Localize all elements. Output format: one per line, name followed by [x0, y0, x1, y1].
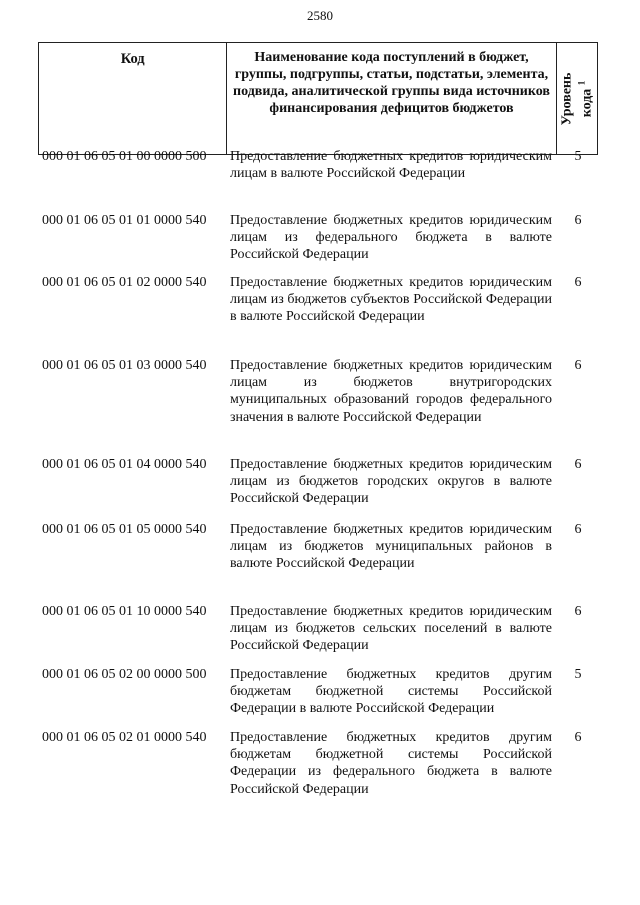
row-name: Предоставление бюджетных кредитов юридическим лицам из бюджетов внутригородских муниципальных образований городов федерального значения в валюте Российской Федерации — [230, 358, 552, 425]
row-code: 000 01 06 05 02 01 0000 540 — [42, 730, 207, 745]
row-name: Предоставление бюджетных кредитов юридическим лицам в валюте Российской Федерации — [230, 149, 552, 182]
row-level: 6 — [574, 730, 582, 745]
row-level: 6 — [574, 213, 582, 228]
row-name: Предоставление бюджетных кредитов юридическим лицам из бюджетов муниципальных районов в валюте Российской Федерации — [230, 522, 552, 572]
row-level: 6 — [574, 522, 582, 537]
row-name: Предоставление бюджетных кредитов другим бюджетам бюджетной системы Российской Федерации в валюте Российской Федерации — [230, 667, 552, 717]
row-name: Предоставление бюджетных кредитов другим бюджетам бюджетной системы Российской Федерации из федерального бюджета в валюте Российской Федерации — [230, 730, 552, 797]
row-code: 000 01 06 05 01 03 0000 540 — [42, 358, 207, 373]
row-code: 000 01 06 05 01 04 0000 540 — [42, 457, 207, 472]
row-name: Предоставление бюджетных кредитов юридическим лицам из бюджетов субъектов Российской Федерации в валюте Российской Федерации — [230, 275, 552, 325]
table-header — [38, 42, 598, 155]
table-body — [42, 148, 602, 801]
header-level-line1: Уровень — [559, 72, 575, 125]
header-level-sup: 1 — [576, 80, 587, 85]
row-level: 5 — [574, 149, 582, 164]
row-code: 000 01 06 05 01 10 0000 540 — [42, 604, 207, 619]
table-row — [42, 456, 602, 521]
table-row — [42, 603, 602, 666]
row-code: 000 01 06 05 01 01 0000 540 — [42, 213, 207, 228]
row-code: 000 01 06 05 01 00 0000 500 — [42, 149, 207, 164]
table-row — [42, 666, 602, 729]
header-level — [556, 43, 597, 155]
row-code: 000 01 06 05 02 00 0000 500 — [42, 667, 207, 682]
table-row — [42, 212, 602, 274]
row-name: Предоставление бюджетных кредитов юридическим лицам из бюджетов городских округов в валюте Российской Федерации — [230, 457, 552, 507]
row-name: Предоставление бюджетных кредитов юридическим лицам из бюджетов сельских поселений в валюте Российской Федерации — [230, 604, 552, 654]
row-code: 000 01 06 05 01 05 0000 540 — [42, 522, 207, 537]
header-level-line2: кода — [579, 88, 595, 117]
row-level: 5 — [574, 667, 582, 682]
row-level: 6 — [574, 604, 582, 619]
row-code: 000 01 06 05 01 02 0000 540 — [42, 275, 207, 290]
row-name: Предоставление бюджетных кредитов юридическим лицам из федерального бюджета в валюте Российской Федерации — [230, 213, 552, 263]
table-row — [42, 357, 602, 456]
table-row — [42, 521, 602, 603]
page-number: 2580 — [307, 8, 333, 23]
header-code: Код — [39, 43, 227, 155]
table-row — [42, 274, 602, 357]
table-row — [42, 729, 602, 801]
row-level: 6 — [574, 275, 582, 290]
header-name: Наименование кода поступлений в бюджет, группы, подгруппы, статьи, подстатьи, элемента, подвида, аналитической группы вида источников финансирования дефицитов бюджетов — [227, 43, 556, 155]
row-level: 6 — [574, 358, 582, 373]
row-level: 6 — [574, 457, 582, 472]
table-row — [42, 148, 602, 212]
